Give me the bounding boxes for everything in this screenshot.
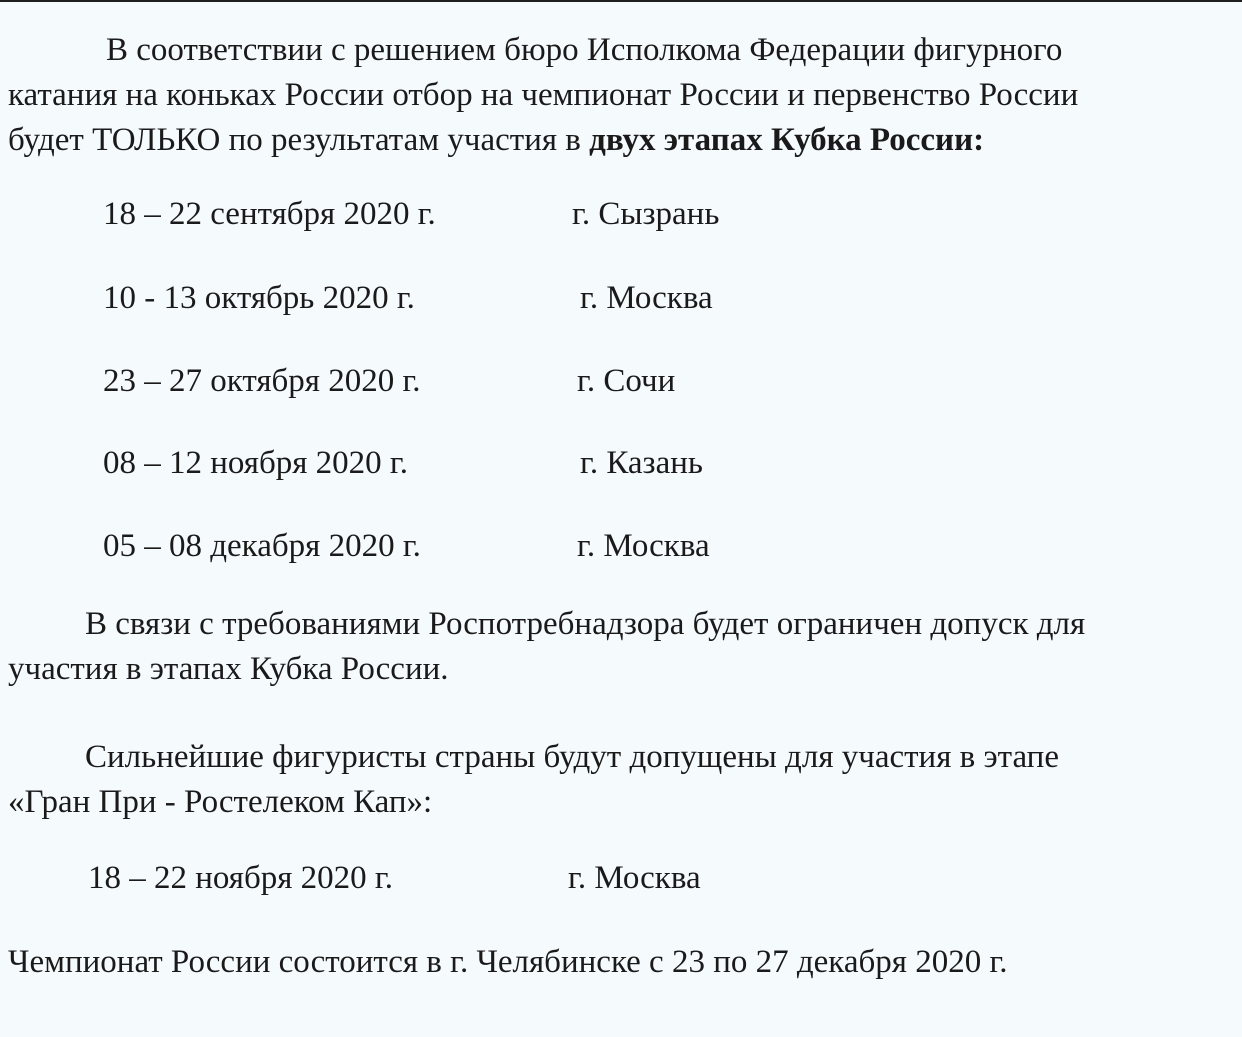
- paragraph-line: Сильнейшие фигуристы страны будут допущены для участия в этапе: [85, 739, 1059, 775]
- paragraph-line: катания на коньках России отбор на чемпионат России и первенство России: [8, 77, 1079, 113]
- stage-city: г. Москва: [580, 280, 713, 316]
- championship-announcement: Чемпионат России состоится в г. Челябинске с 23 по 27 декабря 2020 г.: [8, 944, 1008, 980]
- stage-city: г. Москва: [577, 528, 710, 564]
- selection-paragraph: [8, 28, 1242, 163]
- stage-city: г. Казань: [580, 445, 703, 481]
- stage-date: 10 - 13 октябрь 2020 г.: [103, 280, 415, 316]
- stage-date: 18 – 22 ноября 2020 г.: [88, 860, 393, 896]
- grand-prix-paragraph: [8, 735, 1242, 825]
- paragraph-line: «Гран При - Ростелеком Кап»:: [8, 784, 433, 820]
- paragraph-line: участия в этапах Кубка России.: [8, 651, 449, 687]
- bold-emphasis-text: двух этапах Кубка России:: [589, 122, 985, 158]
- paragraph-line: В связи с требованиями Роспотребнадзора будет ограничен допуск для: [85, 606, 1086, 642]
- stage-city: г. Сызрань: [572, 196, 720, 232]
- stage-date: 05 – 08 декабря 2020 г.: [103, 528, 421, 564]
- restriction-paragraph: [8, 602, 1242, 692]
- paragraph-line: В соответствии с решением бюро Исполкома Федерации фигурного: [106, 32, 1063, 68]
- stage-date: 23 – 27 октября 2020 г.: [103, 363, 421, 399]
- stage-date: 08 – 12 ноября 2020 г.: [103, 445, 408, 481]
- stage-city: г. Москва: [568, 860, 701, 896]
- stage-city: г. Сочи: [577, 363, 676, 399]
- paragraph-line: [8, 118, 1242, 163]
- stage-date: 18 – 22 сентября 2020 г.: [103, 196, 436, 232]
- paragraph-text: будет ТОЛЬКО по результатам участия в: [8, 122, 590, 158]
